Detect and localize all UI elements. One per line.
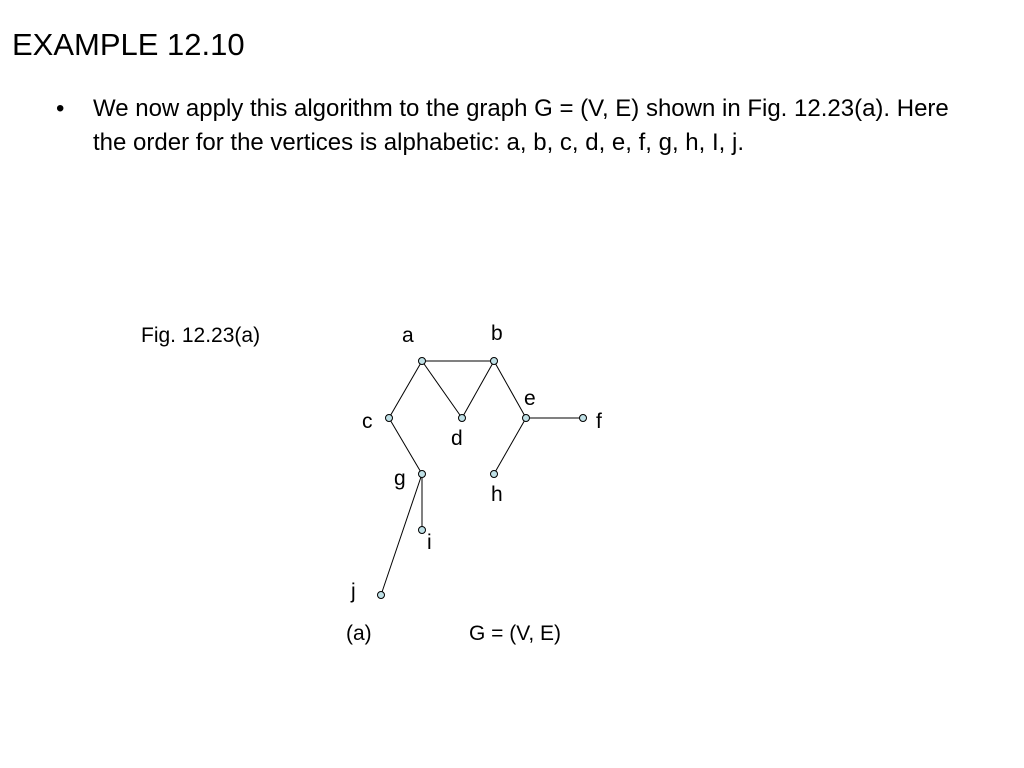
vertex-f <box>580 415 587 422</box>
vertex-label-b: b <box>491 322 503 345</box>
labels-layer <box>350 322 602 603</box>
vertex-label-e: e <box>524 387 536 410</box>
vertex-c <box>386 415 393 422</box>
edge-b-e <box>494 361 526 418</box>
vertex-b <box>491 358 498 365</box>
graph-label: G = (V, E) <box>469 622 562 645</box>
edge-c-g <box>389 418 422 474</box>
figure-caption: Fig. 12.23(a) <box>141 324 261 347</box>
vertex-label-c: c <box>362 410 373 433</box>
edge-b-d <box>462 361 494 418</box>
bullet-mark: • <box>56 95 65 122</box>
vertex-j <box>378 592 385 599</box>
vertex-a <box>419 358 426 365</box>
vertex-label-i: i <box>427 531 432 554</box>
vertex-i <box>419 527 426 534</box>
vertex-label-g: g <box>394 467 406 490</box>
vertices-layer <box>378 358 587 599</box>
edge-e-h <box>494 418 526 474</box>
vertex-label-a: a <box>402 324 414 347</box>
edge-g-j <box>381 474 422 595</box>
vertex-label-j: j <box>351 580 356 603</box>
vertex-g <box>419 471 426 478</box>
edge-a-c <box>389 361 422 418</box>
figure-sublabel: (a) <box>346 622 372 645</box>
slide-title: EXAMPLE 12.10 <box>12 27 245 62</box>
vertex-label-f: f <box>596 410 602 433</box>
vertex-label-d: d <box>451 427 463 450</box>
vertex-h <box>491 471 498 478</box>
bullet-text: We now apply this algorithm to the graph G = (V, E) shown in Fig. 12.23(a). Here the order for the vertices is alphabetic: a, b, c, d, e, f, g, h, I, j. <box>93 95 949 156</box>
vertex-e <box>523 415 530 422</box>
edge-a-d <box>422 361 462 418</box>
edges-layer <box>381 361 583 595</box>
vertex-label-h: h <box>491 483 503 506</box>
vertex-d <box>459 415 466 422</box>
